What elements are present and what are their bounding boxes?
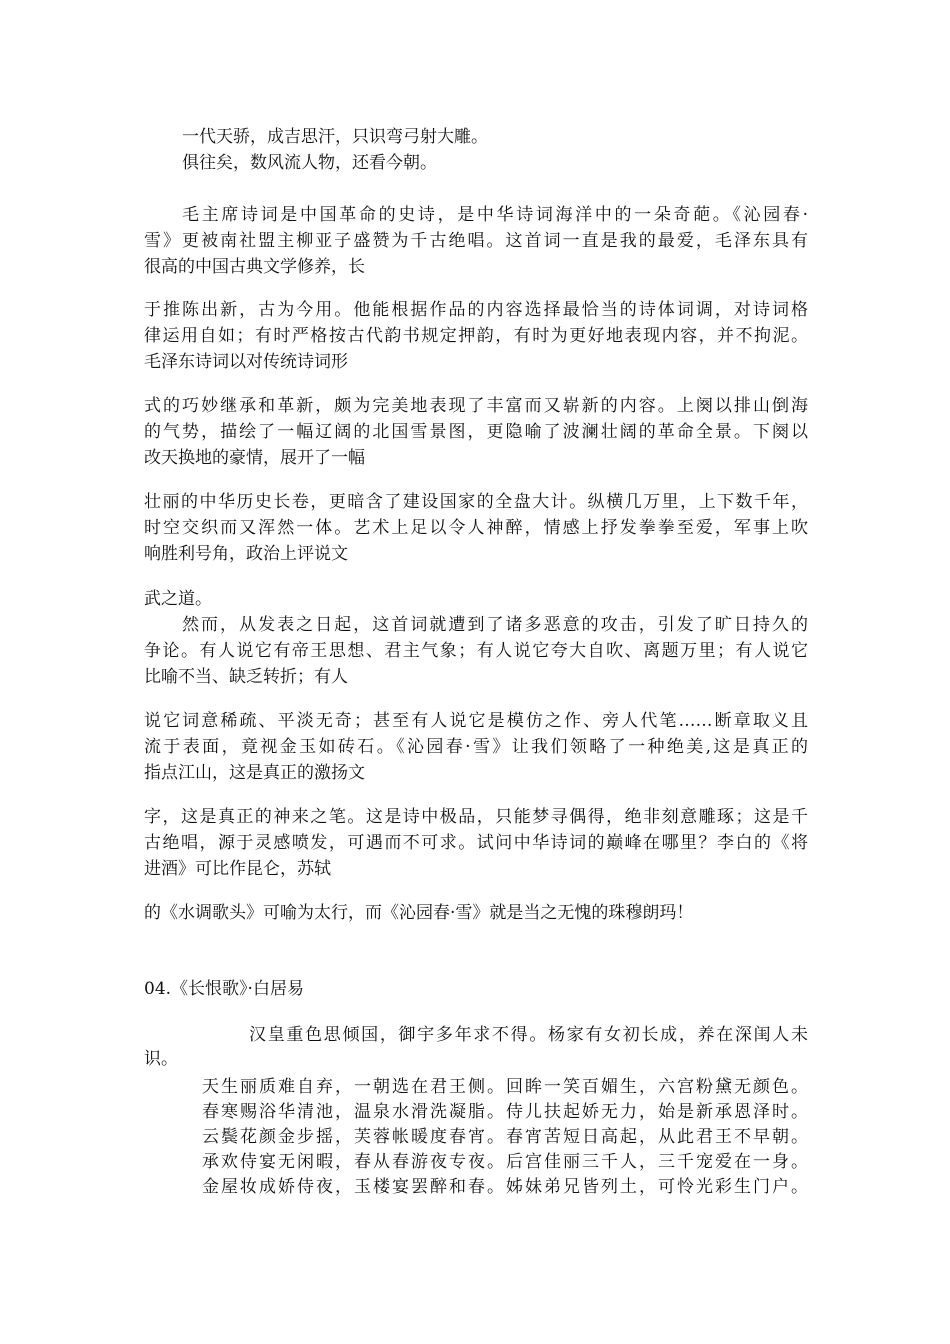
essay-line: 毛泽东诗词以对传统诗词形 [144,352,348,372]
essay-line: 式的巧妙继承和革新，颇为完美地表现了丰富而又崭新的内容。上阕以排山倒海 [144,396,808,416]
essay-line: 进酒》可比作昆仑，苏轼 [144,859,331,879]
essay-line: 时空交织而又浑然一体。艺术上足以令人神醉，情感上抒发拳拳至爱，军事上吹 [144,518,808,538]
essay-line: 的《水调歌头》可喻为太行，而《沁园春·雪》就是当之无愧的珠穆朗玛！ [144,903,694,923]
essay-line: 比喻不当、缺乏转折；有人 [144,667,348,687]
essay-line: 很高的中国古典文学修养，长 [144,257,365,277]
essay-line: 流于表面，竟视金玉如砖石。《沁园春·雪》让我们领略了一种绝美,这是真正的 [144,737,808,757]
essay-line: 于推陈出新，古为今用。他能根据作品的内容选择最恰当的诗体词调，对诗词格 [144,300,808,320]
verse-line: 俱往矣，数风流人物，还看今朝。 [182,153,437,173]
essay-line: 武之道。 [144,589,212,609]
essay-line: 然而，从发表之日起，这首词就遭到了诸多恶意的攻击，引发了旷日持久的 [182,615,808,635]
essay-line: 雪》更被南社盟主柳亚子盛赞为千古绝唱。这首词一直是我的最爱，毛泽东具有 [144,231,808,251]
section-heading: 04.《长恨歌》·白居易 [144,979,304,999]
essay-line: 改天换地的豪情，展开了一幅 [144,448,365,468]
essay-line: 的气势，描绘了一幅辽阔的北国雪景图，更隐喻了波澜壮阔的革命全景。下阕以 [144,422,808,442]
poem-line: 云鬓花颜金步摇，芙蓉帐暖度春宵。春宵苦短日高起，从此君王不早朝。 [202,1127,808,1147]
poem-intro-line: 识。 [144,1049,178,1069]
essay-line: 古绝唱，源于灵感喷发，可遇而不可求。试问中华诗词的巅峰在哪里？李白的《将 [144,833,808,853]
essay-line: 指点江山，这是真正的激扬文 [144,763,365,783]
essay-line: 争论。有人说它有帝王思想、君主气象；有人说它夸大自吹、离题万里；有人说它 [144,641,808,661]
essay-line: 壮丽的中华历史长卷，更暗含了建设国家的全盘大计。纵横几万里，上下数千年， [144,492,808,512]
poem-intro-line: 汉皇重色思倾国，御宇多年求不得。杨家有女初长成，养在深闺人未 [249,1025,808,1045]
poem-line: 金屋妆成娇侍夜，玉楼宴罢醉和春。姊妹弟兄皆列土，可怜光彩生门户。 [202,1177,808,1197]
poem-line: 春寒赐浴华清池，温泉水滑洗凝脂。侍儿扶起娇无力，始是新承恩泽时。 [202,1102,808,1122]
poem-line: 天生丽质难自弃，一朝选在君王侧。回眸一笑百媚生，六宫粉黛无颜色。 [202,1077,808,1097]
essay-line: 毛主席诗词是中国革命的史诗，是中华诗词海洋中的一朵奇葩。《沁园春· [182,205,808,225]
poem-line: 承欢侍宴无闲暇，春从春游夜专夜。后宫佳丽三千人，三千宠爱在一身。 [202,1152,808,1172]
essay-line: 律运用自如；有时严格按古代韵书规定押韵，有时为更好地表现内容，并不拘泥。 [144,326,808,346]
verse-line: 一代天骄，成吉思汗，只识弯弓射大雕。 [182,127,488,147]
essay-line: 响胜利号角，政治上评说文 [144,544,348,564]
essay-line: 说它词意稀疏、平淡无奇；甚至有人说它是模仿之作、旁人代笔……断章取义且 [144,711,808,731]
essay-line: 字，这是真正的神来之笔。这是诗中极品，只能梦寻偶得，绝非刻意雕琢；这是千 [144,807,808,827]
